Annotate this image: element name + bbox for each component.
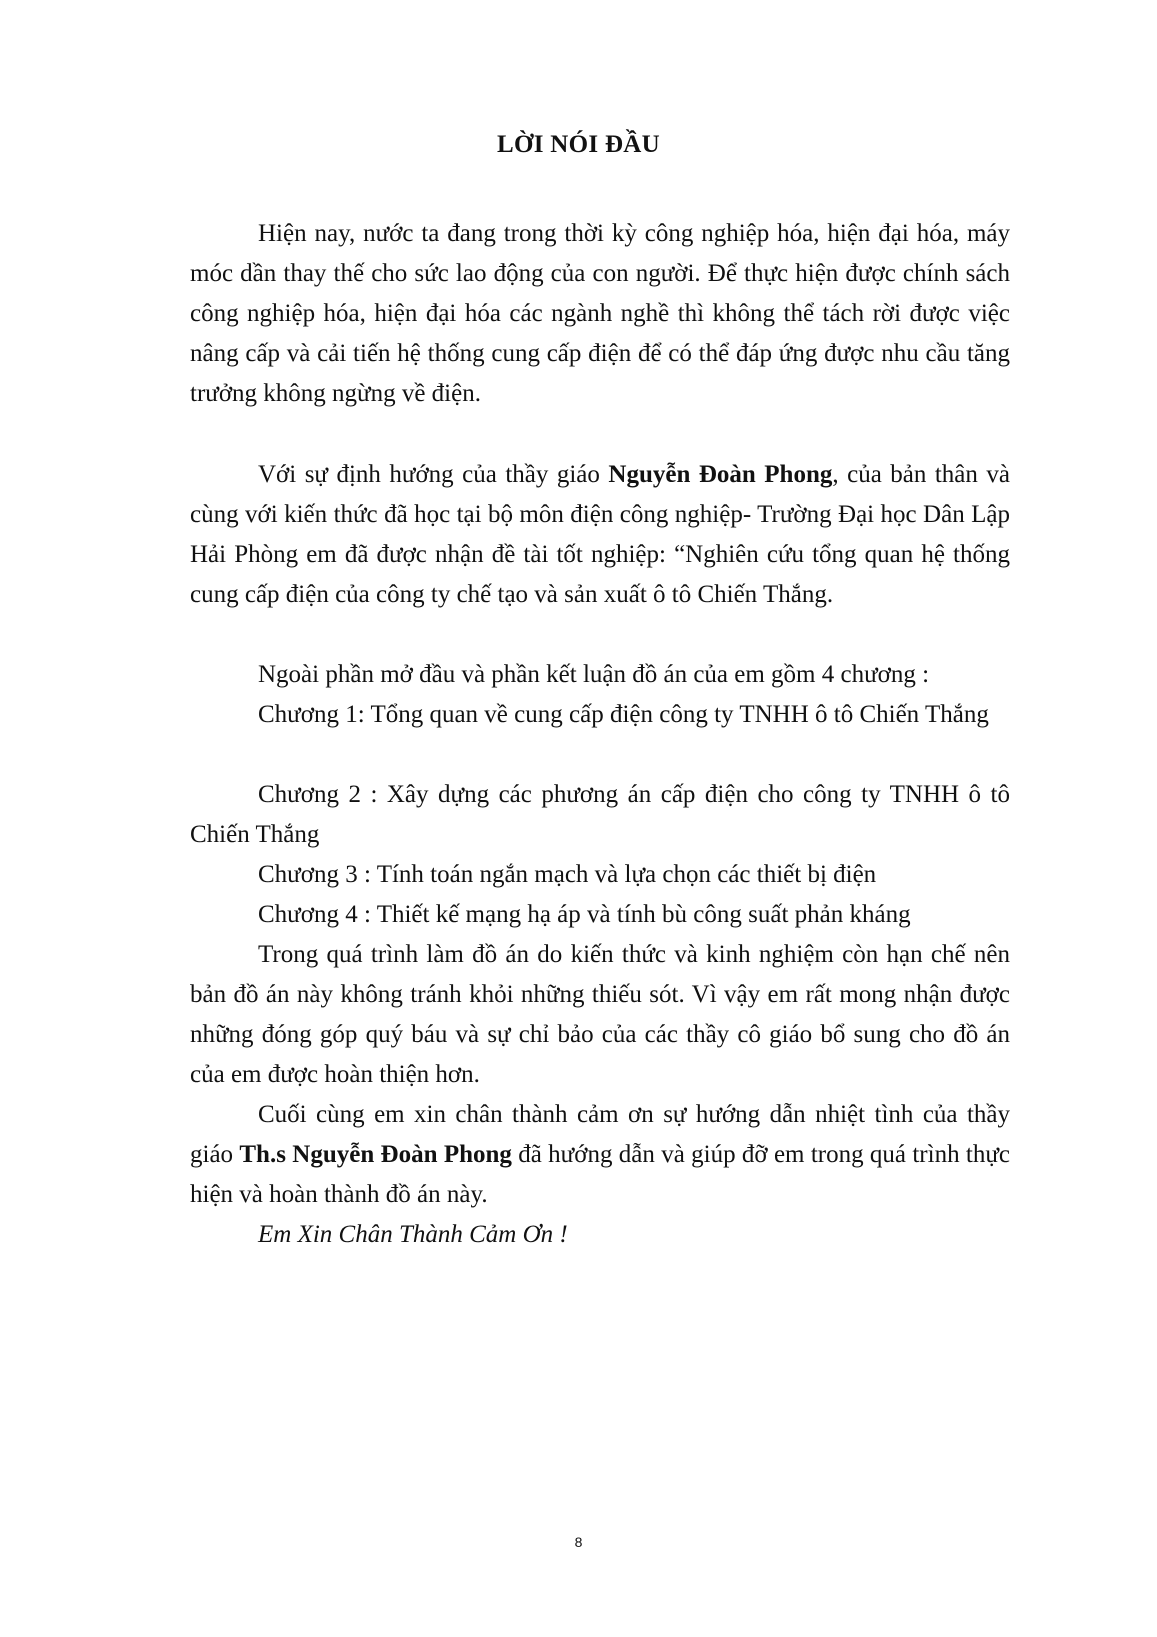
chapter-3-item: Chương 3 : Tính toán ngắn mạch và lựa chọn các thiết bị điện <box>258 861 877 888</box>
orientation-paragraph <box>190 455 1010 615</box>
page-title: LỜI NÓI ĐẦU <box>496 131 661 158</box>
intro-paragraph: Hiện nay, nước ta đang trong thời kỳ công nghiệp hóa, hiện đại hóa, máy móc dần thay thế cho sức lao động của con người. Để thực hiện được chính sách công nghiệp hóa, hiện đại hóa các ngành nghề thì không thể tách rời được việc nâng cấp và cải tiến hệ thống cung cấp điện để có thể đáp ứng được nhu cầu tăng trưởng không ngừng về điện. <box>190 220 1010 407</box>
acknowledgement-text-start: Cuối cùng em xin chân thành cảm ơn sự hướng dẫn nhiệt tình của thầy giáo <box>190 1101 1010 1168</box>
chapter-2-item: Chương 2 : Xây dựng các phương án cấp điện cho công ty TNHH ô tô Chiến Thắng <box>190 781 1010 848</box>
page-number: 8 <box>574 1534 583 1550</box>
acknowledgement-text-end: đã hướng dẫn và giúp đỡ em trong quá trình thực hiện và hoàn thành đồ án này. <box>190 1141 1010 1208</box>
closing-thanks: Em Xin Chân Thành Cảm Ơn ! <box>258 1221 568 1248</box>
supervisor-name: Nguyễn Đoàn Phong <box>608 461 833 488</box>
orientation-text-end: , của bản thân và cùng với kiến thức đã học tại bộ môn điện công nghiệp- Trường Đại học Dân Lập Hải Phòng em đã được nhận đề tài tốt nghiệp: “Nghiên cứu tổng quan hệ thống cung cấp điện của công ty chế tạo và sản xuất ô tô Chiến Thắng. <box>190 461 1010 608</box>
acknowledgement-paragraph <box>190 1095 1010 1215</box>
chapter-1-item: Chương 1: Tổng quan về cung cấp điện công ty TNHH ô tô Chiến Thắng <box>258 701 989 728</box>
chapter-4-item: Chương 4 : Thiết kế mạng hạ áp và tính bù công suất phản kháng <box>258 901 911 928</box>
supervisor-full-name: Th.s Nguyễn Đoàn Phong <box>239 1141 512 1168</box>
chapters-intro-paragraph: Ngoài phần mở đầu và phần kết luận đồ án của em gồm 4 chương : <box>258 661 930 688</box>
orientation-text-start: Với sự định hướng của thầy giáo <box>258 461 609 488</box>
limitations-paragraph: Trong quá trình làm đồ án do kiến thức và kinh nghiệm còn hạn chế nên bản đồ án này không tránh khỏi những thiếu sót. Vì vậy em rất mong nhận được những đóng góp quý báu và sự chỉ bảo của các thầy cô giáo bổ sung cho đồ án của em được hoàn thiện hơn. <box>190 941 1010 1088</box>
